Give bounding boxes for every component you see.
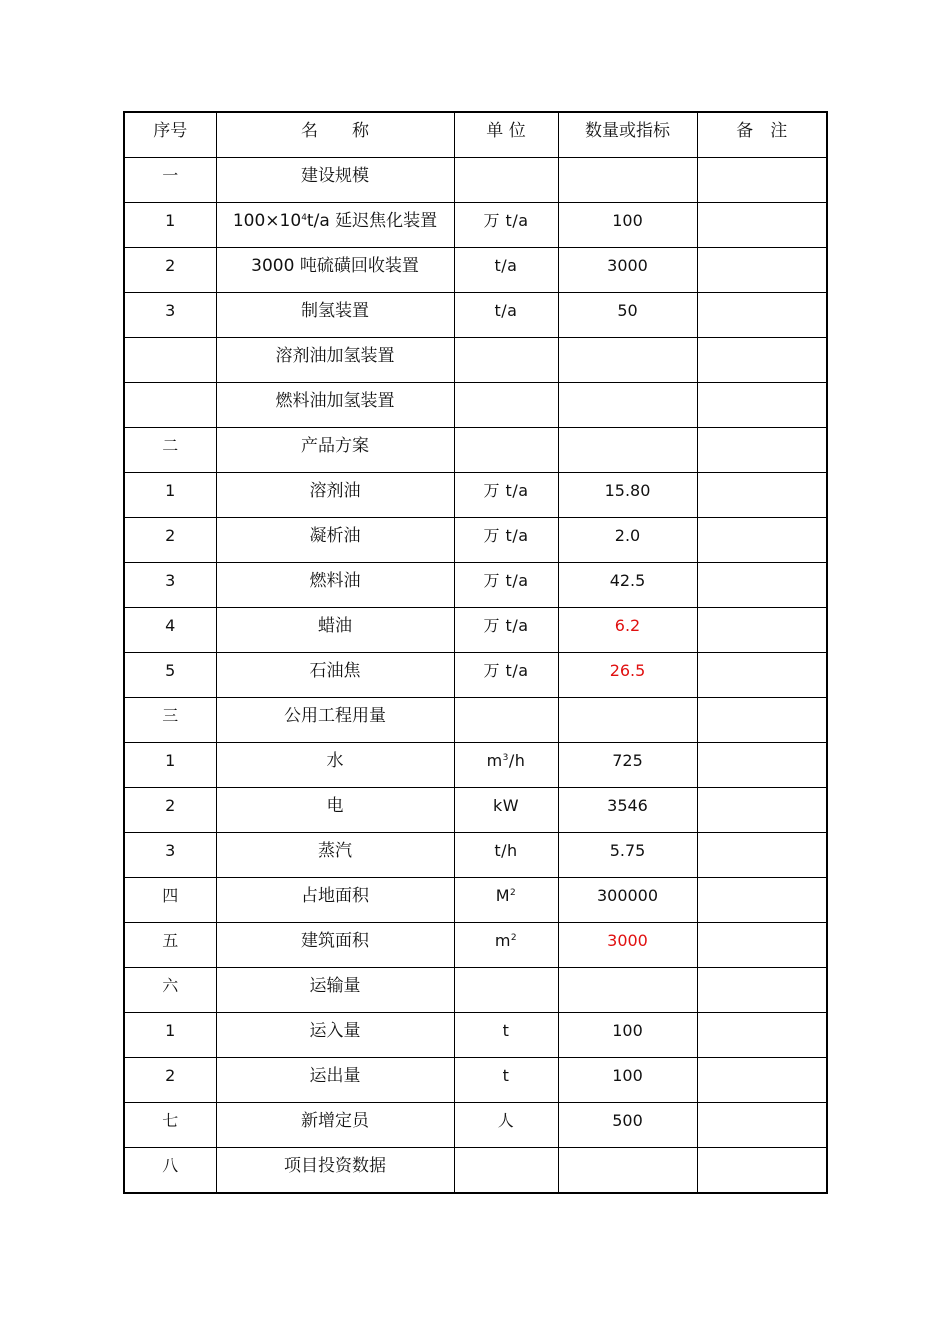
cell-note [697, 248, 827, 293]
project-indicator-table-wrapper [123, 111, 828, 1194]
cell-unit [454, 563, 558, 608]
unit-text: 万 t/a [483, 571, 529, 590]
cell-unit [454, 383, 558, 428]
cell-unit [454, 518, 558, 563]
cell-seq: 2 [124, 248, 216, 293]
cell-name: 建设规模 [216, 158, 454, 203]
unit-text: 万 t/a [483, 661, 529, 680]
cell-value: 3000 [558, 923, 697, 968]
cell-note [697, 923, 827, 968]
cell-name: 电 [216, 788, 454, 833]
cell-note [697, 293, 827, 338]
cell-seq: 五 [124, 923, 216, 968]
cell-seq: 七 [124, 1103, 216, 1148]
cell-value [558, 428, 697, 473]
unit-text: m [486, 751, 503, 770]
cell-note [697, 518, 827, 563]
unit-superscript: 2 [510, 888, 517, 898]
cell-value: 6.2 [558, 608, 697, 653]
cell-seq: 1 [124, 473, 216, 518]
cell-seq: 八 [124, 1148, 216, 1194]
cell-note [697, 338, 827, 383]
unit-text: M [495, 886, 511, 905]
cell-note [697, 608, 827, 653]
cell-value: 500 [558, 1103, 697, 1148]
cell-unit [454, 203, 558, 248]
cell-unit [454, 158, 558, 203]
table-row [124, 698, 827, 743]
cell-value [558, 158, 697, 203]
table-row [124, 968, 827, 1013]
cell-name: 凝析油 [216, 518, 454, 563]
unit-text: 人 [497, 1111, 515, 1130]
cell-seq: 3 [124, 833, 216, 878]
cell-unit [454, 833, 558, 878]
cell-value [558, 338, 697, 383]
unit-text: 万 t/a [483, 616, 529, 635]
cell-unit [454, 608, 558, 653]
unit-text: m [494, 931, 511, 950]
cell-value: 100 [558, 1058, 697, 1103]
cell-value: 100 [558, 1013, 697, 1058]
cell-note [697, 653, 827, 698]
cell-note [697, 473, 827, 518]
table-row [124, 518, 827, 563]
cell-value [558, 383, 697, 428]
cell-name: 产品方案 [216, 428, 454, 473]
cell-value: 42.5 [558, 563, 697, 608]
name-text-suffix: t/a 延迟焦化装置 [306, 211, 438, 231]
cell-seq: 5 [124, 653, 216, 698]
table-row [124, 1103, 827, 1148]
cell-seq: 1 [124, 743, 216, 788]
table-row [124, 383, 827, 428]
name-superscript: 4 [301, 213, 307, 223]
cell-value: 300000 [558, 878, 697, 923]
table-row [124, 1058, 827, 1103]
table-row [124, 923, 827, 968]
cell-seq: 3 [124, 563, 216, 608]
table-row [124, 563, 827, 608]
table-header-row [124, 112, 827, 158]
unit-text: t [502, 1021, 510, 1040]
cell-unit [454, 743, 558, 788]
unit-text: t [502, 1066, 510, 1085]
table-row [124, 338, 827, 383]
cell-value: 26.5 [558, 653, 697, 698]
unit-text: t/a [494, 301, 518, 320]
unit-text: kW [492, 796, 520, 815]
cell-note [697, 383, 827, 428]
cell-value [558, 698, 697, 743]
table-row [124, 293, 827, 338]
cell-name: 3000 吨硫磺回收装置 [216, 248, 454, 293]
cell-name: 蜡油 [216, 608, 454, 653]
cell-note [697, 698, 827, 743]
table-row [124, 878, 827, 923]
cell-seq: 4 [124, 608, 216, 653]
table-body [124, 112, 827, 1193]
table-row [124, 203, 827, 248]
cell-name: 溶剂油 [216, 473, 454, 518]
cell-value: 3000 [558, 248, 697, 293]
cell-value: 100 [558, 203, 697, 248]
cell-value: 3546 [558, 788, 697, 833]
cell-unit [454, 788, 558, 833]
cell-note [697, 743, 827, 788]
cell-name: 占地面积 [216, 878, 454, 923]
unit-text-suffix: /h [508, 751, 526, 770]
cell-seq: 四 [124, 878, 216, 923]
cell-name: 燃料油 [216, 563, 454, 608]
header-note: 备 注 [697, 112, 827, 158]
cell-name: 燃料油加氢装置 [216, 383, 454, 428]
unit-superscript: 2 [510, 933, 518, 943]
cell-seq: 1 [124, 1013, 216, 1058]
cell-seq: 3 [124, 293, 216, 338]
cell-seq: 1 [124, 203, 216, 248]
table-row [124, 743, 827, 788]
header-seq: 序号 [124, 112, 216, 158]
cell-seq: 二 [124, 428, 216, 473]
table-row [124, 473, 827, 518]
cell-value: 2.0 [558, 518, 697, 563]
cell-name: 溶剂油加氢装置 [216, 338, 454, 383]
cell-unit [454, 698, 558, 743]
cell-seq [124, 338, 216, 383]
cell-unit [454, 428, 558, 473]
cell-value [558, 1148, 697, 1194]
cell-unit [454, 1013, 558, 1058]
cell-value [558, 968, 697, 1013]
cell-seq [124, 383, 216, 428]
table-row [124, 788, 827, 833]
cell-name: 蒸汽 [216, 833, 454, 878]
table-row [124, 1013, 827, 1058]
unit-text: 万 t/a [483, 481, 529, 500]
cell-seq: 2 [124, 1058, 216, 1103]
table-row [124, 833, 827, 878]
cell-name: 水 [216, 743, 454, 788]
cell-unit [454, 338, 558, 383]
cell-name [216, 203, 454, 248]
cell-note [697, 1103, 827, 1148]
cell-unit [454, 878, 558, 923]
cell-name: 运入量 [216, 1013, 454, 1058]
cell-name: 制氢装置 [216, 293, 454, 338]
unit-superscript: 3 [502, 753, 509, 763]
header-value: 数量或指标 [558, 112, 697, 158]
cell-value: 50 [558, 293, 697, 338]
cell-seq: 2 [124, 788, 216, 833]
cell-unit [454, 968, 558, 1013]
cell-unit [454, 653, 558, 698]
cell-note [697, 1058, 827, 1103]
cell-note [697, 428, 827, 473]
cell-seq: 六 [124, 968, 216, 1013]
cell-value: 725 [558, 743, 697, 788]
table-row [124, 608, 827, 653]
cell-note [697, 1013, 827, 1058]
cell-name: 项目投资数据 [216, 1148, 454, 1194]
header-name: 名 称 [216, 112, 454, 158]
cell-unit [454, 923, 558, 968]
cell-note [697, 878, 827, 923]
project-indicator-table [123, 111, 828, 1194]
unit-text: t/h [494, 841, 518, 860]
cell-value: 5.75 [558, 833, 697, 878]
cell-name: 运输量 [216, 968, 454, 1013]
cell-name: 建筑面积 [216, 923, 454, 968]
header-unit: 单 位 [454, 112, 558, 158]
cell-unit [454, 293, 558, 338]
name-text: 100×10 [232, 211, 302, 231]
unit-text: 万 t/a [483, 211, 529, 230]
cell-name: 运出量 [216, 1058, 454, 1103]
table-row [124, 428, 827, 473]
cell-name: 新增定员 [216, 1103, 454, 1148]
cell-note [697, 1148, 827, 1194]
table-row [124, 1148, 827, 1194]
table-row [124, 248, 827, 293]
cell-unit [454, 1058, 558, 1103]
cell-note [697, 203, 827, 248]
cell-unit [454, 248, 558, 293]
cell-unit [454, 1148, 558, 1194]
cell-note [697, 158, 827, 203]
cell-unit [454, 1103, 558, 1148]
cell-seq: 一 [124, 158, 216, 203]
cell-note [697, 968, 827, 1013]
cell-note [697, 833, 827, 878]
cell-unit [454, 473, 558, 518]
cell-seq: 2 [124, 518, 216, 563]
cell-note [697, 563, 827, 608]
table-row [124, 158, 827, 203]
cell-note [697, 788, 827, 833]
unit-text: 万 t/a [483, 526, 529, 545]
cell-name: 公用工程用量 [216, 698, 454, 743]
cell-name: 石油焦 [216, 653, 454, 698]
table-row [124, 653, 827, 698]
unit-text: t/a [494, 256, 518, 275]
cell-seq: 三 [124, 698, 216, 743]
cell-value: 15.80 [558, 473, 697, 518]
